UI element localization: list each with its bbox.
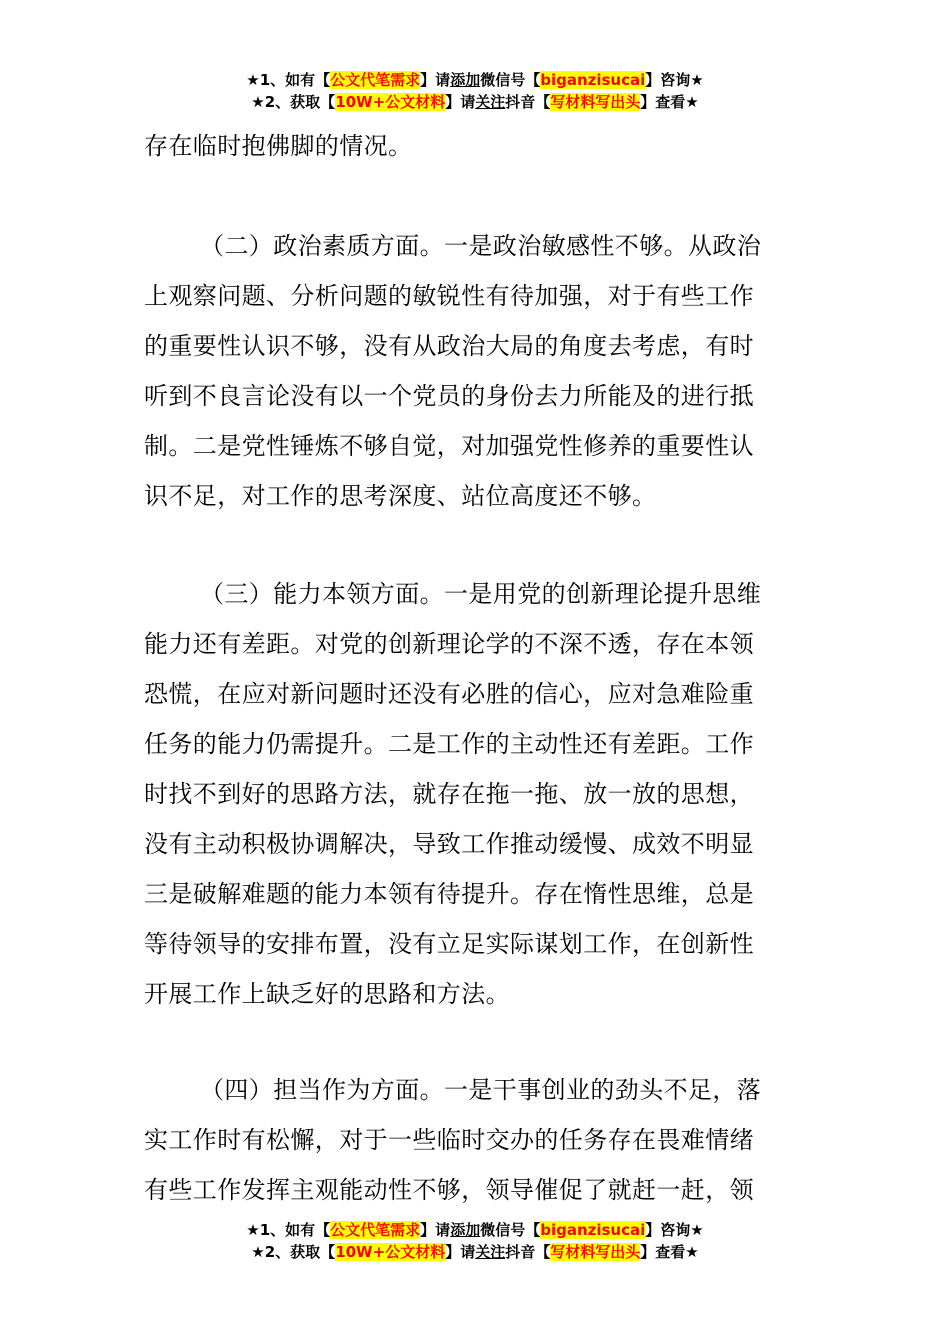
banner-highlight: 10W+公文材料	[335, 93, 446, 111]
banner-text: ★2、获取【	[251, 93, 336, 111]
paragraph-line: 任务的能力仍需提升。二是工作的主动性还有差距。工作	[144, 730, 754, 758]
banner-text: 微信号【	[480, 1221, 541, 1239]
banner-line-1	[0, 1219, 950, 1241]
banner-text: 】咨询★	[645, 1221, 704, 1239]
banner-underlined: 关注	[475, 93, 506, 111]
banner-text: 】咨询★	[645, 71, 704, 89]
banner-line-2	[0, 91, 950, 113]
paragraph-line: 识不足，对工作的思考深度、站位高度还不够。	[144, 482, 657, 510]
banner-text: 】请	[420, 71, 451, 89]
banner-text: ★1、如有【	[246, 1221, 331, 1239]
banner-highlight: 公文代笔需求	[330, 1221, 421, 1239]
paragraph-line: 存在临时抱佛脚的情况。	[144, 132, 413, 160]
banner-text: 】请	[445, 1243, 476, 1261]
banner-text: ★1、如有【	[246, 71, 331, 89]
paragraph-line: 有些工作发挥主观能动性不够，领导催促了就赶一赶，领	[144, 1176, 754, 1204]
paragraph-responsibility	[144, 1065, 812, 1215]
banner-highlight: 写材料写出头	[550, 1243, 641, 1261]
paragraph-line: （二）政治素质方面。一是政治敏感性不够。从政治	[200, 232, 762, 260]
paragraph-line: 上观察问题、分析问题的敏锐性有待加强，对于有些工作	[144, 282, 754, 310]
paragraph-line: 的重要性认识不够，没有从政治大局的角度去考虑，有时	[144, 332, 754, 360]
paragraph-political-quality	[144, 221, 812, 521]
paragraph-line: 等待领导的安排布置，没有立足实际谋划工作，在创新性	[144, 930, 754, 958]
paragraph-ability	[144, 569, 812, 1019]
banner-text: 】查看★	[640, 93, 699, 111]
paragraph-line: 恐慌，在应对新问题时还没有必胜的信心，应对急难险重	[144, 680, 754, 708]
banner-text: ★2、获取【	[251, 1243, 336, 1261]
banner-line-2	[0, 1241, 950, 1263]
banner-underlined: 添加	[450, 1221, 481, 1239]
banner-highlight: 写材料写出头	[550, 93, 641, 111]
banner-text: 】请	[420, 1221, 451, 1239]
banner-text: 抖音【	[505, 1243, 551, 1261]
footer-banner	[0, 1219, 950, 1263]
banner-highlight: 公文代笔需求	[330, 71, 421, 89]
header-banner	[0, 69, 950, 113]
banner-text: 微信号【	[480, 71, 541, 89]
banner-underlined: 关注	[475, 1243, 506, 1261]
banner-text: 抖音【	[505, 93, 551, 111]
paragraph-line: 三是破解难题的能力本领有待提升。存在惰性思维，总是	[144, 880, 754, 908]
banner-underlined: 添加	[450, 71, 481, 89]
banner-highlight: biganzisucai	[540, 1221, 646, 1239]
banner-highlight: biganzisucai	[540, 71, 646, 89]
paragraph-line: 制。二是党性锤炼不够自觉，对加强党性修养的重要性认	[144, 432, 754, 460]
paragraph-line: 实工作时有松懈，对于一些临时交办的任务存在畏难情绪	[144, 1126, 754, 1154]
banner-highlight: 10W+公文材料	[335, 1243, 446, 1261]
banner-text: 】查看★	[640, 1243, 699, 1261]
paragraph-line: 时找不到好的思路方法，就存在拖一拖、放一放的思想，	[144, 780, 754, 808]
paragraph-line: 没有主动积极协调解决，导致工作推动缓慢、成效不明显	[144, 830, 754, 858]
paragraph-continuation	[144, 121, 812, 171]
paragraph-line: 开展工作上缺乏好的思路和方法。	[144, 980, 510, 1008]
banner-text: 】请	[445, 93, 476, 111]
paragraph-line: 能力还有差距。对党的创新理论学的不深不透，存在本领	[144, 630, 754, 658]
paragraph-line: 听到不良言论没有以一个党员的身份去力所能及的进行抵	[144, 382, 754, 410]
paragraph-line: （三）能力本领方面。一是用党的创新理论提升思维	[200, 580, 762, 608]
banner-line-1	[0, 69, 950, 91]
paragraph-line: （四）担当作为方面。一是干事创业的劲头不足，落	[200, 1076, 762, 1104]
